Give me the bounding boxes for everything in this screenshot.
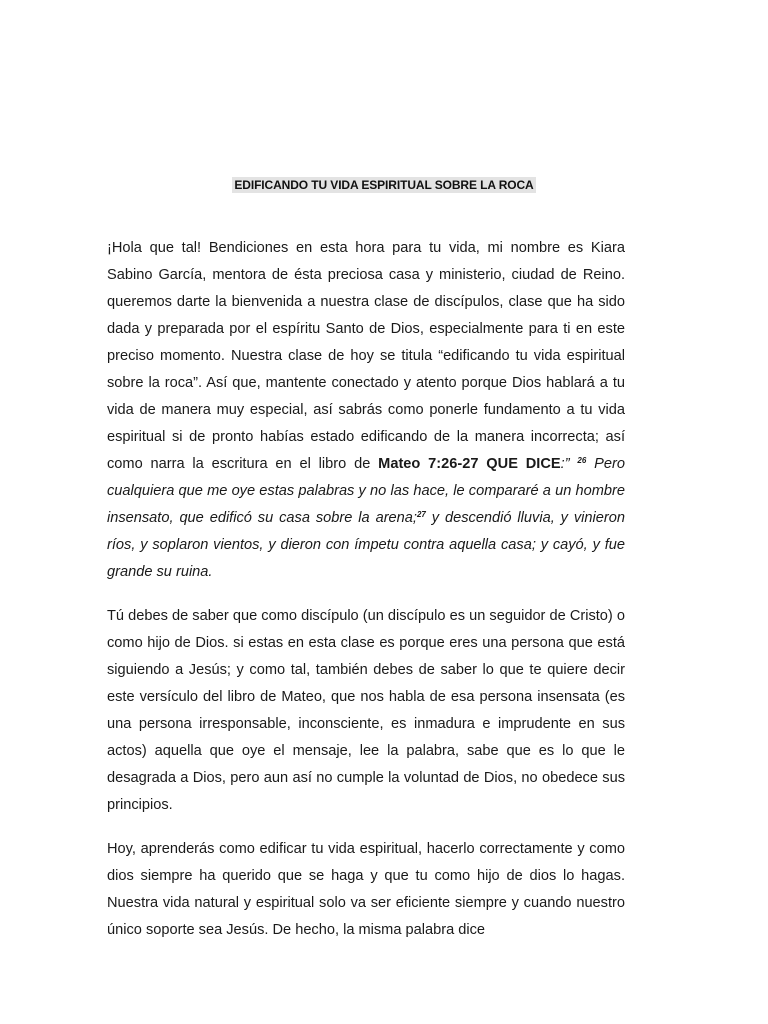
- verse-26-text: Pero cualquiera que me oye estas palabras y no las hace, le compararé a un hombre insensato, que edificó su casa sobre la arena;: [107, 456, 625, 526]
- paragraph-today-text: Hoy, aprenderás como edificar tu vida espiritual, hacerlo correctamente y como dios siempre ha querido que se haga y que tu como hijo de dios lo hagas. Nuestra vida natural y espiritual solo va ser eficiente siempre y cuando nuestro único soporte sea Jesús. De hecho, la misma palabra dice: [107, 841, 625, 938]
- scripture-reference: Mateo 7:26-27 QUE DICE: [378, 456, 561, 472]
- paragraph-disciple-text: Tú debes de saber que como discípulo (un discípulo es un seguidor de Cristo) o como hijo de Dios. si estas en esta clase es porque eres una persona que está siguiendo a Jesús; y como tal, también debes de saber lo que te quiere decir este versículo del libro de Mateo, que nos habla de esa persona insensata (es una persona irresponsable, inconsciente, es inmadura e imprudente en sus actos) aquella que oye el mensaje, lee la palabra, sabe que es lo que le desagrada a Dios, pero aun así no cumple la voluntad de Dios, no obedece sus principios.: [107, 608, 625, 813]
- verse-number-27: 27: [416, 510, 426, 519]
- paragraph-intro: [107, 235, 625, 586]
- quote-open: :”: [560, 456, 578, 472]
- paragraph-today: [107, 836, 625, 944]
- intro-text: ¡Hola que tal! Bendiciones en esta hora para tu vida, mi nombre es Kiara Sabino García, mentora de ésta preciosa casa y ministerio, ciudad de Reino. queremos darte la bienvenida a nuestra clase de discípulos, clase que ha sido dada y preparada por el espíritu Santo de Dios, especialmente para ti en este preciso momento. Nuestra clase de hoy se titula “edificando tu vida espiritual sobre la roca”. Así que, mantente conectado y atento porque Dios hablará a tu vida de manera muy especial, así sabrás como ponerle fundamento a tu vida espiritual si de pronto habías estado edificando de la manera incorrecta; así como narra la escritura en el libro de: [107, 240, 625, 472]
- verse-27-text: y descendió lluvia, y vinieron ríos, y soplaron vientos, y dieron con ímpetu contra aquella casa; y cayó, y fue grande su ruina.: [107, 510, 625, 580]
- verse-number-26: 26: [577, 456, 587, 465]
- document-title: EDIFICANDO TU VIDA ESPIRITUAL SOBRE LA ROCA: [234, 178, 534, 192]
- paragraph-intro-text: [107, 235, 625, 586]
- title-container: [0, 176, 768, 194]
- paragraph-disciple: [107, 603, 625, 819]
